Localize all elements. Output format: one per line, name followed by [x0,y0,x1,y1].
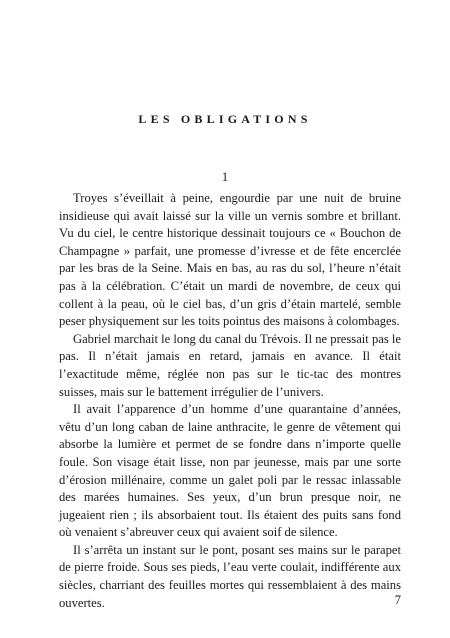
body-text [59,190,401,612]
paragraph: Il s’arrêta un instant sur le pont, posant ses mains sur le parapet de pierre froide. Sous ses pieds, l’eau verte coulait, indifférente aux siècles, charriant des feuilles mortes qui ressemblaient à des mains ouvertes. [59,542,401,610]
paragraph: Il avait l’apparence d’un homme d’une quarantaine d’années, vêtu d’un long caban de laine anthracite, le genre de vêtement qui absorbe la lumière et permet de se fondre dans n’importe quelle foule. Son visage était lisse, non par jeunesse, mais par une sorte d’érosion millénaire, comme un galet poli par le ressac inlassable des marées humaines. Ses yeux, d’un brun presque noir, ne jugeaient rien ; ils absorbaient tout. Ils étaient des puits sans fond où venaient s’abreuver ceux qui avaient soif de silence. [59,402,401,540]
paragraph: Troyes s’éveillait à peine, engourdie par une nuit de bruine insidieuse qui avait laissé sur la ville un vernis sombre et brillant. Vu du ciel, le centre historique dessinait toujours ce « Bouchon de Champagne » parfait, une promesse d’ivresse et de fête encerclée par les bras de la Seine. Mais en bas, au ras du sol, l’heure n’était pas à la célébration. C’était un mardi de novembre, de ceux qui collent à la peau, où le ciel bas, d’un gris d’étain martelé, semble peser physiquement sur les toits pointus des maisons à colombages. [59,191,401,329]
chapter-title: LES OBLIGATIONS [138,112,312,126]
section-number: 1 [221,170,229,184]
paragraph: Gabriel marchait le long du canal du Trévois. Il ne pressait pas le pas. Il n’était jamais en retard, jamais en avance. Il était l’exactitude même, réglée non pas sur le tic-tac des montres suisses, mais sur le battement irrégulier de l’univers. [59,331,401,399]
page-number: 7 [394,593,401,607]
